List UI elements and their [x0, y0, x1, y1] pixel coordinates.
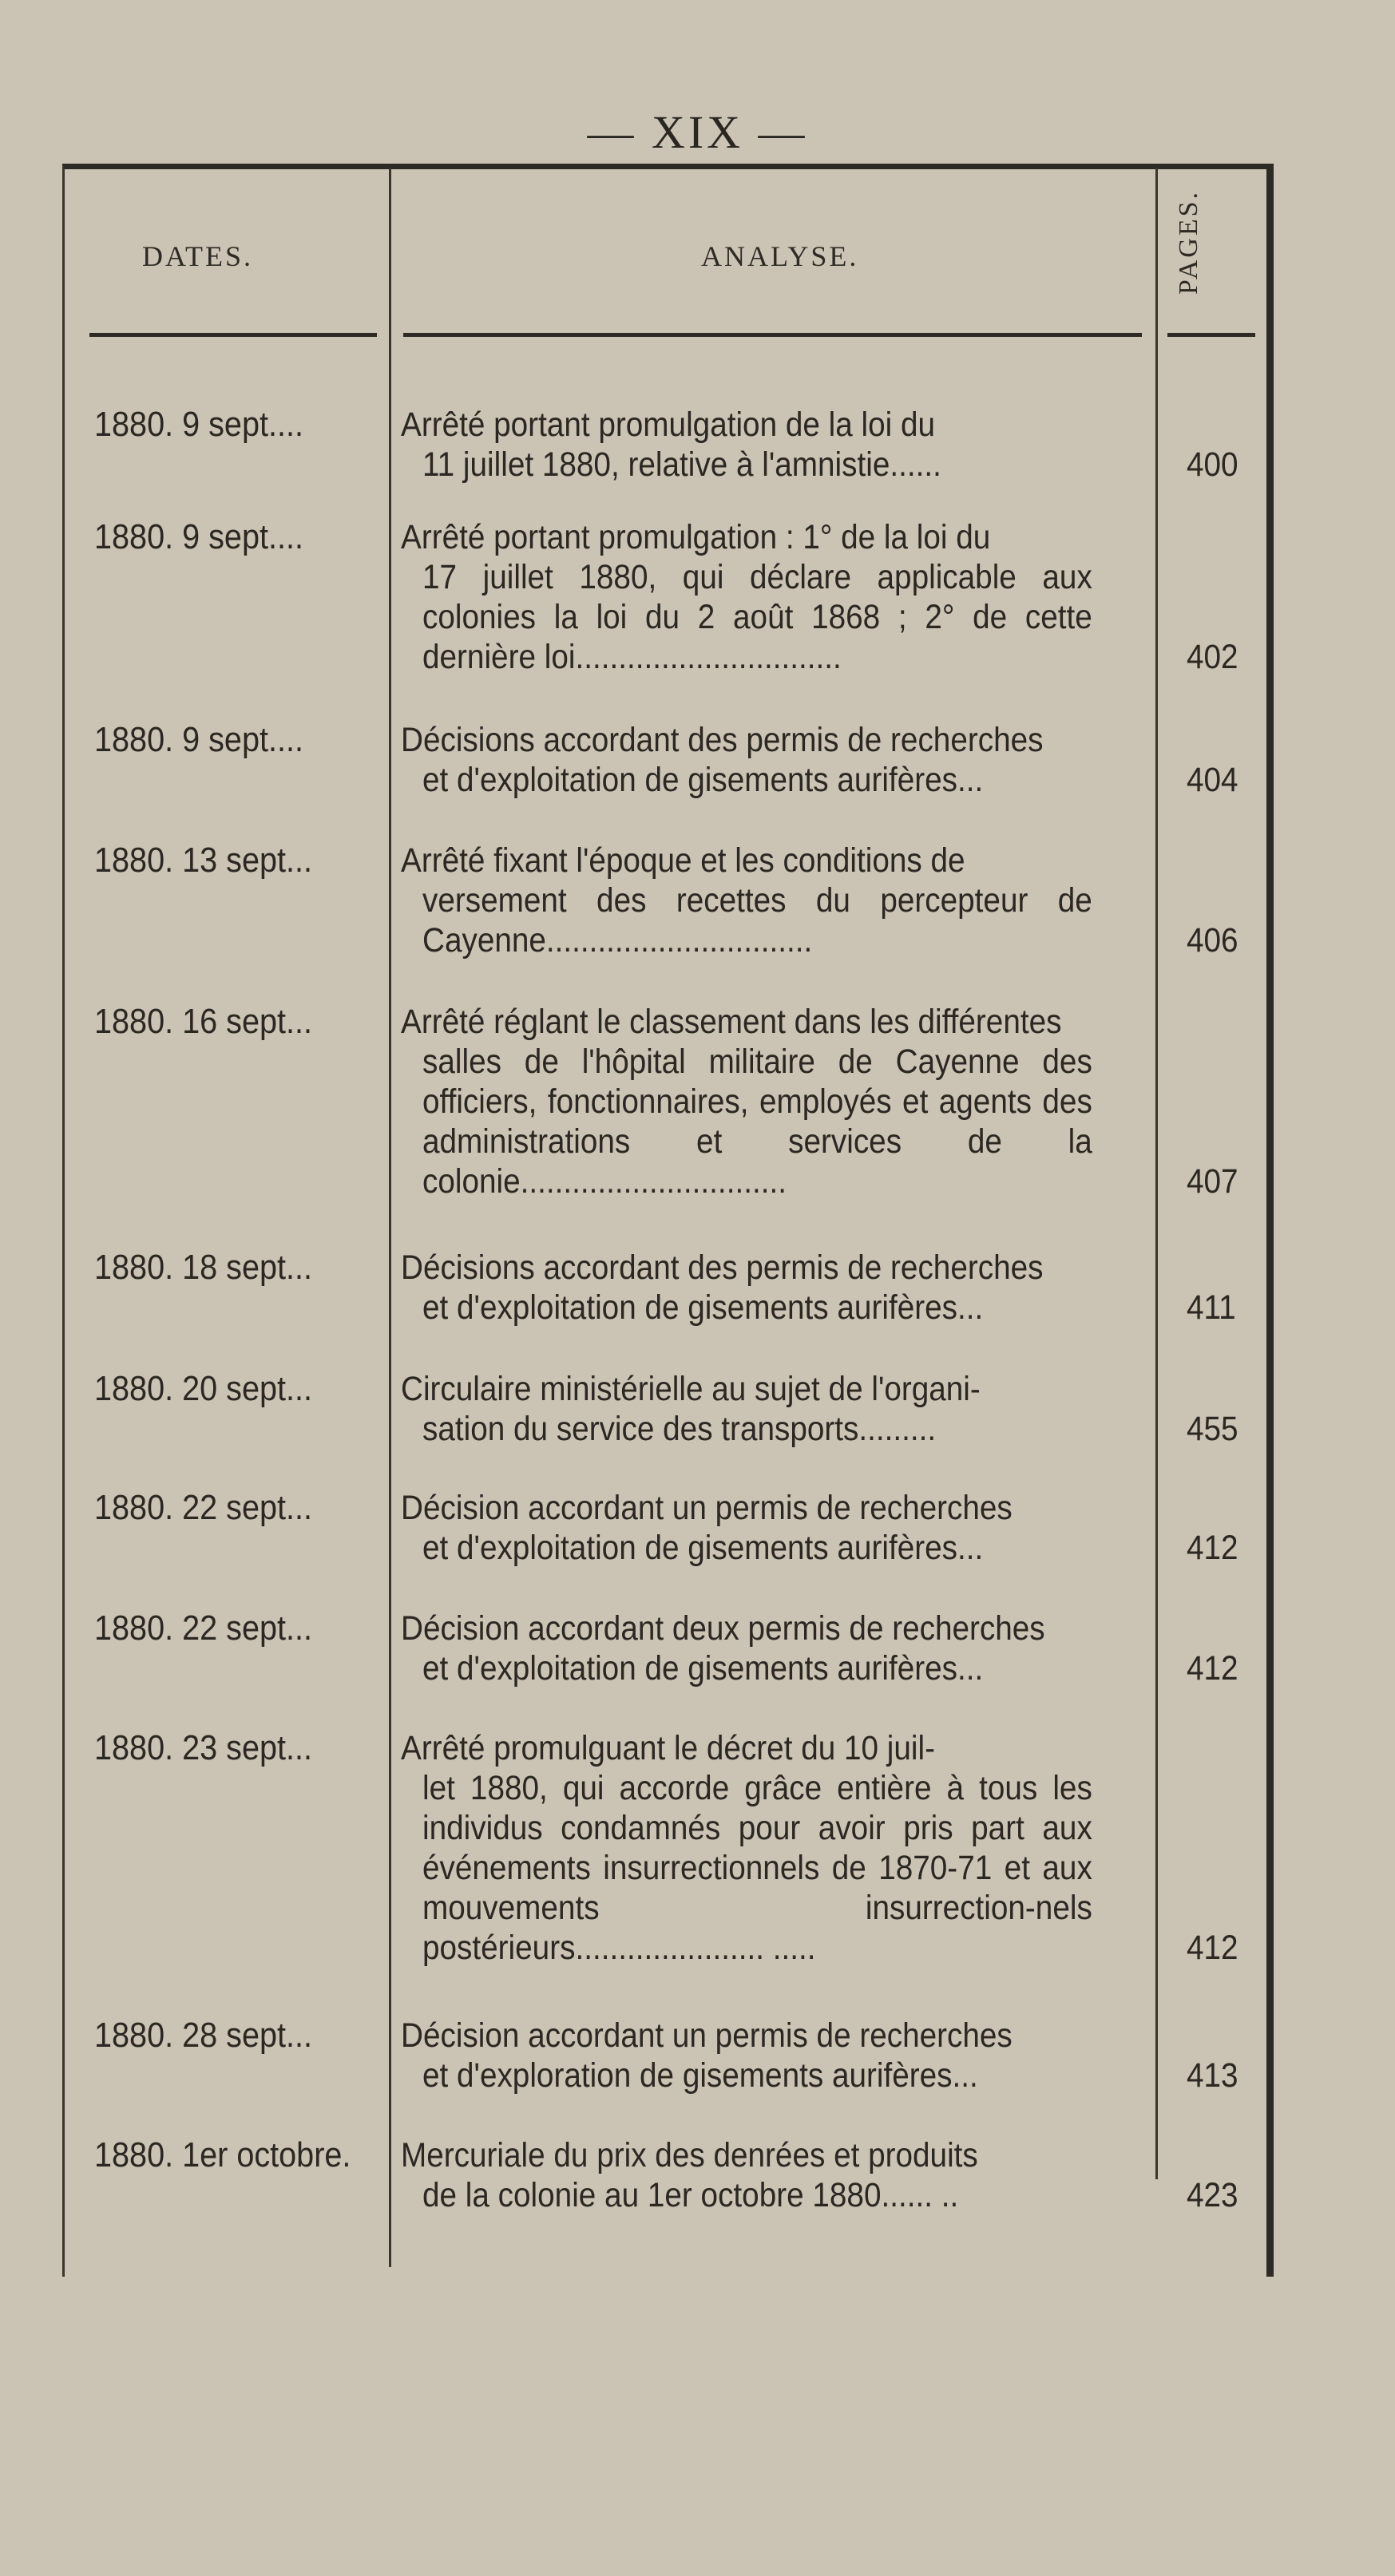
entry-date: 1880. 16 sept... — [94, 1002, 313, 1041]
entry-date: 1880. 13 sept... — [94, 841, 313, 880]
header-rule-dates — [89, 333, 377, 337]
entry-analysis — [401, 1369, 1092, 1449]
entry-analysis-first-line: Arrêté réglant le classement dans les différentes — [401, 1003, 1062, 1041]
entry-date: 1880. 22 sept... — [94, 1488, 313, 1527]
entry-analysis — [401, 517, 1092, 677]
column-divider-dates — [389, 168, 391, 2267]
entry-analysis-first-line: Circulaire ministérielle au sujet de l'organi- — [401, 1370, 981, 1408]
entry-analysis — [401, 2016, 1092, 2095]
header-pages: PAGES. — [1174, 190, 1203, 295]
entry-analysis-first-line: Décision accordant deux permis de recherches — [401, 1609, 1045, 1648]
entry-analysis-continuation: et d'exploitation de gisements aurifères... — [422, 1288, 984, 1327]
entry-analysis-continuation: 11 juillet 1880, relative à l'amnistie...... — [422, 445, 941, 484]
entry-analysis-continuation: et d'exploitation de gisements aurifères... — [422, 1649, 984, 1688]
entry-date: 1880. 20 sept... — [94, 1369, 313, 1408]
entry-page: 412 — [1187, 1929, 1238, 1967]
entry-analysis-first-line: Arrêté fixant l'époque et les conditions de — [401, 841, 965, 880]
entry-page: 423 — [1187, 2176, 1238, 2214]
entry-page: 404 — [1187, 761, 1238, 799]
entry-analysis-first-line: Arrêté portant promulgation : 1° de la loi du — [401, 518, 991, 556]
entry-analysis-continuation: versement des recettes du percepteur de Cayenne............................... — [422, 881, 1092, 960]
entry-date: 1880. 18 sept... — [94, 1248, 313, 1287]
entry-analysis-continuation: de la colonie au 1er octobre 1880...... .. — [422, 2176, 959, 2214]
entry-analysis-first-line: Décision accordant un permis de recherches — [401, 2016, 1013, 2055]
entry-analysis-continuation: let 1880, qui accorde grâce entière à tous les individus condamnés pour avoir pris part aux événements insurrectionnels de 1870-71 et aux mouvements insurrection-nels postérieurs...................... ..... — [422, 1769, 1092, 1967]
entry-page: 402 — [1187, 638, 1238, 676]
column-divider-pages — [1155, 168, 1158, 2179]
entry-analysis-continuation: sation du service des transports......... — [422, 1410, 937, 1448]
entry-date: 1880. 28 sept... — [94, 2016, 313, 2055]
entry-page: 411 — [1187, 1288, 1236, 1327]
entry-analysis-first-line: Décisions accordant des permis de recherches — [401, 721, 1044, 759]
entry-analysis-first-line: Mercuriale du prix des denrées et produits — [401, 2136, 978, 2174]
header-dates: DATES. — [142, 240, 254, 272]
entry-analysis — [401, 1248, 1092, 1328]
entry-date: 1880. 9 sept.... — [94, 720, 303, 759]
header-analysis: ANALYSE. — [701, 240, 859, 272]
page-number: — XIX — — [587, 106, 808, 158]
entry-page: 412 — [1187, 1649, 1238, 1688]
entry-analysis — [401, 1609, 1092, 1688]
entry-analysis — [401, 405, 1092, 485]
entry-analysis — [401, 841, 1092, 960]
entry-analysis-first-line: Décision accordant un permis de recherches — [401, 1489, 1013, 1527]
entry-analysis-continuation: et d'exploration de gisements aurifères... — [422, 2056, 978, 2095]
entry-date: 1880. 9 sept.... — [94, 517, 303, 556]
entry-date: 1880. 23 sept... — [94, 1728, 313, 1767]
header-rule-analysis — [403, 333, 1142, 337]
entry-date: 1880. 22 sept... — [94, 1609, 313, 1648]
entry-page: 400 — [1187, 445, 1238, 484]
header-rule-pages — [1167, 333, 1255, 337]
entry-analysis-first-line: Arrêté portant promulgation de la loi du — [401, 406, 936, 444]
entry-page: 455 — [1187, 1410, 1238, 1448]
entry-date: 1880. 1er octobre. — [94, 2135, 351, 2174]
entry-analysis-continuation: et d'exploitation de gisements aurifères... — [422, 761, 984, 799]
entry-analysis — [401, 720, 1092, 800]
entry-page: 407 — [1187, 1162, 1238, 1201]
entry-page: 406 — [1187, 921, 1238, 960]
entry-page: 413 — [1187, 2056, 1238, 2095]
entry-page: 412 — [1187, 1529, 1238, 1567]
entry-analysis-continuation: 17 juillet 1880, qui déclare applicable aux colonies la loi du 2 août 1868 ; 2° de cette dernière loi............................... — [422, 558, 1092, 676]
entry-analysis-continuation: et d'exploitation de gisements aurifères... — [422, 1529, 984, 1567]
entry-analysis — [401, 2135, 1092, 2215]
entry-analysis — [401, 1488, 1092, 1568]
entry-analysis — [401, 1728, 1092, 1968]
entry-analysis-continuation: salles de l'hôpital militaire de Cayenne des officiers, fonctionnaires, employés et agents des administrations et services de la colonie............................... — [422, 1043, 1092, 1201]
entry-analysis-first-line: Arrêté promulguant le décret du 10 juil- — [401, 1729, 936, 1767]
entry-analysis-first-line: Décisions accordant des permis de recherches — [401, 1248, 1044, 1287]
entry-date: 1880. 9 sept.... — [94, 405, 303, 444]
entry-analysis — [401, 1002, 1092, 1201]
